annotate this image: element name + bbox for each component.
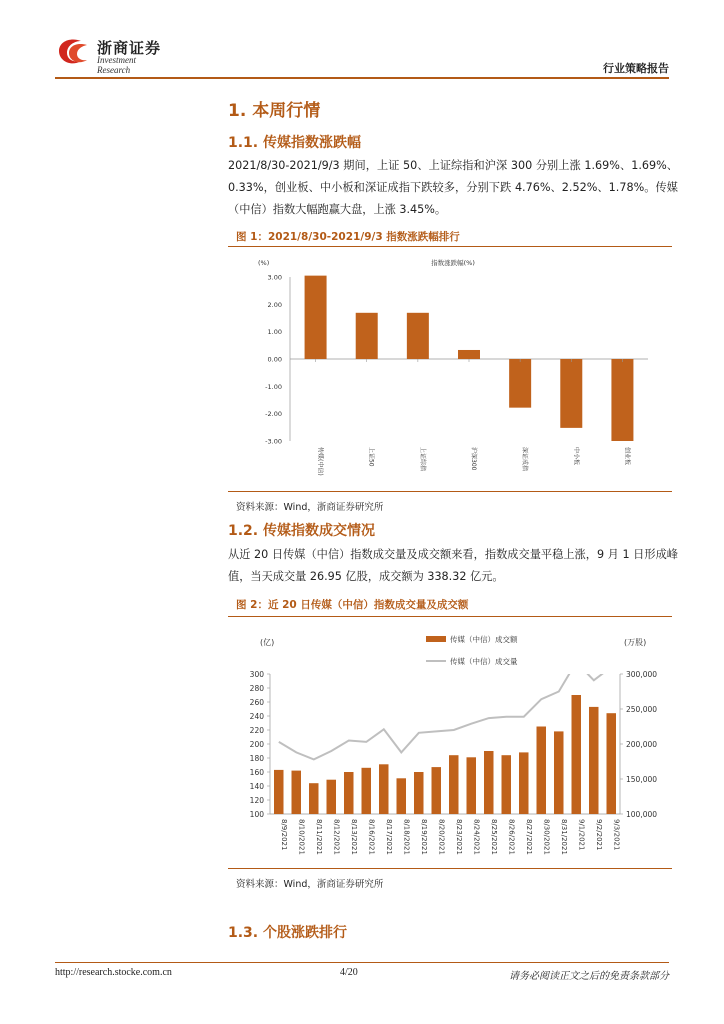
chart2-turnover-bar xyxy=(502,755,512,814)
chart2-turnover-bar xyxy=(292,771,302,814)
chart2-date-label: 8/13/2021 xyxy=(349,819,358,855)
chart2-turnover-bar xyxy=(589,707,599,814)
chart2-date-label: 8/16/2021 xyxy=(367,819,376,855)
chart2-turnover-bar xyxy=(484,751,494,814)
subsection-title-stock-ranking: 1.3. 个股涨跌排行 xyxy=(228,925,347,941)
chart2-turnover-bar xyxy=(467,757,477,814)
footer-divider xyxy=(55,962,669,963)
page-number: 4/20 xyxy=(340,967,358,978)
chart2-legend-swatch-turnover xyxy=(426,636,446,642)
logo-mark-icon xyxy=(55,35,91,67)
chart2-turnover-bar xyxy=(397,778,407,814)
chart2-turnover-bar xyxy=(274,770,284,814)
chart1-y-tick-label: 1.00 xyxy=(267,328,282,337)
chart1-y-tick-label: -3.00 xyxy=(265,437,282,446)
chart1-y-unit: (%) xyxy=(258,259,270,267)
figure2-chart xyxy=(228,617,672,868)
chart1-y-tick-label: -1.00 xyxy=(265,382,282,391)
chart2-right-tick-label: 150,000 xyxy=(626,775,658,784)
chart2-turnover-bar xyxy=(327,780,337,814)
figure2-title: 图 2：近 20 日传媒（中信）指数成交量及成交额 xyxy=(236,599,469,611)
chart1-category-label: 传媒(中信) xyxy=(316,447,324,476)
chart2-date-label: 9/1/2021 xyxy=(577,819,586,851)
chart2-left-tick-label: 300 xyxy=(249,670,264,679)
chart2-right-tick-label: 100,000 xyxy=(626,810,658,819)
chart2-date-label: 8/12/2021 xyxy=(332,819,341,855)
chart2-turnover-bar xyxy=(309,783,319,814)
footer-url[interactable]: http://research.stocke.com.cn xyxy=(55,967,172,978)
chart2-date-label: 8/20/2021 xyxy=(437,819,446,855)
logo-subtitle: Investment Research xyxy=(97,55,136,75)
chart2-legend-volume: 传媒（中信）成交量 xyxy=(450,657,518,666)
chart2-date-label: 8/19/2021 xyxy=(419,819,428,855)
chart1-y-tick-label: -2.00 xyxy=(265,410,282,419)
chart2-left-tick-label: 180 xyxy=(249,754,264,763)
paragraph-turnover: 从近 20 日传媒（中信）指数成交量及成交额来看，指数成交量平稳上涨，9 月 1 日形成峰值，当天成交量 26.95 亿股，成交额为 338.32 亿元。 xyxy=(228,548,678,583)
chart2-turnover-bar xyxy=(554,731,564,814)
chart2-right-unit: (万股) xyxy=(624,638,647,647)
chart1-category-label: 上证50 xyxy=(367,447,375,467)
chart2-left-tick-label: 240 xyxy=(249,712,264,721)
chart1-legend: 指数涨跌幅(%) xyxy=(431,259,475,267)
chart2-date-label: 8/26/2021 xyxy=(507,819,516,855)
paragraph-index-change: 2021/8/30-2021/9/3 期间，上证 50、上证综指和沪深 300 分别上涨 1.69%、1.69%、0.33%，创业板、中小板和深证成指下跌较多，分别下跌 4.76%、2.52%、1.78%。传媒（中信）指数大幅跑赢大盘，上涨 3.45%。 xyxy=(228,159,678,216)
chart2-left-tick-label: 280 xyxy=(249,684,264,693)
chart1-category-label: 创业板 xyxy=(623,447,631,466)
chart2-left-tick-label: 160 xyxy=(249,768,264,777)
chart2-right-tick-label: 250,000 xyxy=(626,705,658,714)
chart1-category-label: 上证综指 xyxy=(418,447,426,472)
chart2-left-unit: (亿) xyxy=(260,638,275,647)
chart2-date-label: 8/10/2021 xyxy=(297,819,306,855)
chart2-left-tick-label: 200 xyxy=(249,740,264,749)
chart1-y-tick-label: 0.00 xyxy=(267,355,282,364)
chart2-left-tick-label: 260 xyxy=(249,698,264,707)
chart2-date-label: 8/18/2021 xyxy=(402,819,411,855)
chart2-date-label: 9/3/2021 xyxy=(612,819,621,851)
chart2-turnover-bar xyxy=(414,772,424,814)
company-logo xyxy=(55,35,165,75)
chart2-right-tick-label: 200,000 xyxy=(626,740,658,749)
chart2-date-label: 8/17/2021 xyxy=(384,819,393,855)
figure2-frame xyxy=(228,616,672,869)
chart1-bar xyxy=(407,313,429,359)
subsection-title-turnover: 1.2. 传媒指数成交情况 xyxy=(228,523,375,539)
chart2-date-label: 8/23/2021 xyxy=(454,819,463,855)
footer-disclaimer: 请务必阅读正文之后的免责条款部分 xyxy=(509,971,669,982)
chart1-bar xyxy=(611,359,633,441)
chart1-bar xyxy=(356,313,378,359)
chart1-bar xyxy=(560,359,582,428)
chart2-turnover-bar xyxy=(607,713,617,814)
chart2-date-label: 9/2/2021 xyxy=(594,819,603,851)
chart2-date-label: 8/31/2021 xyxy=(559,819,568,855)
chart2-right-tick-label: 300,000 xyxy=(626,670,658,679)
chart2-date-label: 8/24/2021 xyxy=(472,819,481,855)
chart1-y-tick-label: 3.00 xyxy=(267,273,282,282)
chart2-date-label: 8/9/2021 xyxy=(279,819,288,851)
section-title: 1. 本周行情 xyxy=(228,101,321,121)
chart2-turnover-bar xyxy=(362,768,372,814)
chart2-turnover-bar xyxy=(449,755,459,814)
figure1-frame xyxy=(228,246,672,492)
chart2-turnover-bar xyxy=(519,752,529,814)
chart1-bar xyxy=(509,359,531,408)
chart2-turnover-bar xyxy=(537,727,547,815)
chart1-bar xyxy=(305,276,327,359)
chart2-turnover-bar xyxy=(379,764,389,814)
logo-company-name: 浙商证券 xyxy=(97,39,162,57)
chart2-date-label: 8/11/2021 xyxy=(314,819,323,855)
chart1-category-label: 深证成指 xyxy=(521,447,529,472)
chart2-legend-turnover: 传媒（中信）成交额 xyxy=(450,635,518,644)
report-type-label: 行业策略报告 xyxy=(603,62,669,75)
figure1-source: 资料来源：Wind，浙商证券研究所 xyxy=(236,502,384,513)
chart2-left-tick-label: 100 xyxy=(249,810,264,819)
chart2-date-label: 8/25/2021 xyxy=(489,819,498,855)
chart2-turnover-bar xyxy=(572,695,582,814)
chart1-bar xyxy=(458,350,480,359)
chart2-left-tick-label: 220 xyxy=(249,726,264,735)
chart1-category-label: 中小板 xyxy=(572,447,580,466)
figure1-title: 图 1：2021/8/30-2021/9/3 指数涨跌幅排行 xyxy=(236,231,460,243)
chart2-turnover-bar xyxy=(344,772,354,814)
chart2-date-label: 8/27/2021 xyxy=(524,819,533,855)
chart2-left-tick-label: 140 xyxy=(249,782,264,791)
subsection-title-index-change: 1.1. 传媒指数涨跌幅 xyxy=(228,135,361,151)
figure2-source: 资料来源：Wind，浙商证券研究所 xyxy=(236,879,384,890)
chart1-category-label: 沪深300 xyxy=(470,447,477,471)
chart2-date-label: 8/30/2021 xyxy=(542,819,551,855)
chart2-turnover-bar xyxy=(432,767,442,814)
header-divider xyxy=(55,77,669,79)
chart1-y-tick-label: 2.00 xyxy=(267,300,282,309)
chart2-left-tick-label: 120 xyxy=(249,796,264,805)
figure1-chart xyxy=(228,247,672,491)
